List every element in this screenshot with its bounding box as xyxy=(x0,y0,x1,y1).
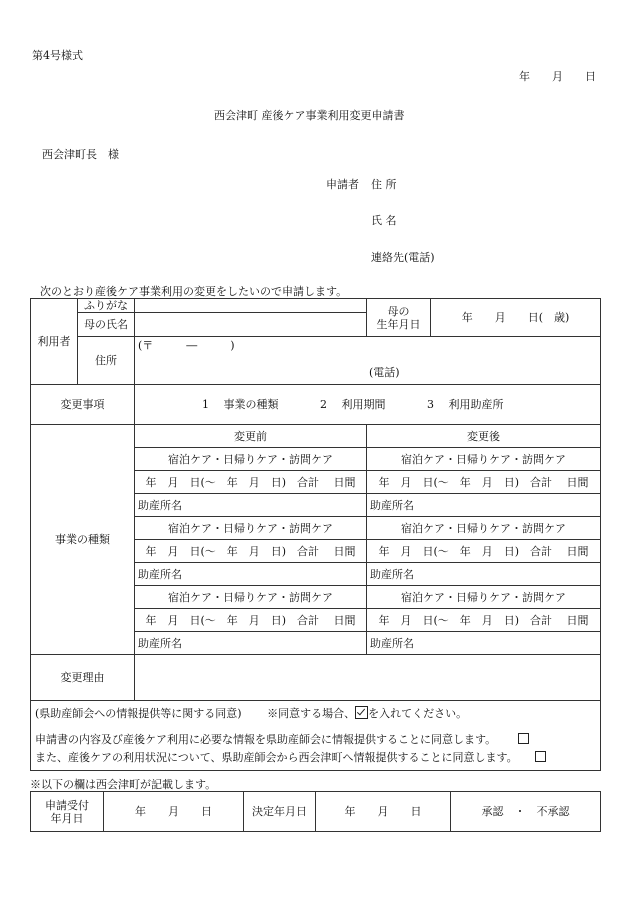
decision-date-label: 決定年月日 xyxy=(244,792,316,832)
applicant-label: 申請者 xyxy=(326,178,359,191)
page-title: 西会津町 産後ケア事業利用変更申請書 xyxy=(214,109,405,122)
option-service-type[interactable]: 1 事業の種類 xyxy=(202,398,279,411)
reason-input[interactable] xyxy=(135,655,601,701)
address-label: 住所 xyxy=(78,337,135,385)
receipt-date-label: 申請受付 年月日 xyxy=(31,792,104,832)
before-facility-3[interactable]: 助産所名 xyxy=(135,632,367,655)
addressee: 西会津町長 様 xyxy=(42,148,119,161)
before-period-1[interactable]: 年 月 日(〜 年 月 日) 合計 日間 xyxy=(135,471,367,494)
birth-input[interactable]: 年 月 日( 歳) xyxy=(431,299,601,337)
after-period-3[interactable]: 年 月 日(〜 年 月 日) 合計 日間 xyxy=(367,609,601,632)
postal-code-input[interactable]: (〒 ― ) xyxy=(135,337,601,361)
birth-label: 母の 生年月日 xyxy=(367,299,431,337)
after-types-2[interactable]: 宿泊ケア・日帰りケア・訪問ケア xyxy=(367,517,601,540)
date-line: 年 月 日 xyxy=(519,70,596,83)
consent-note-post: を入れてください。 xyxy=(368,707,468,720)
office-note: ※以下の欄は西会津町が記載します。 xyxy=(30,778,217,791)
mother-name-label: 母の氏名 xyxy=(78,313,135,337)
before-period-3[interactable]: 年 月 日(〜 年 月 日) 合計 日間 xyxy=(135,609,367,632)
option-facility[interactable]: 3 利用助産所 xyxy=(427,398,504,411)
reason-label: 変更理由 xyxy=(31,655,135,701)
after-facility-3[interactable]: 助産所名 xyxy=(367,632,601,655)
after-header: 変更後 xyxy=(367,425,601,448)
consent-section xyxy=(31,701,601,771)
mother-name-input[interactable] xyxy=(135,313,367,337)
change-items-options xyxy=(135,385,601,425)
office-use-table xyxy=(30,791,601,832)
consent-checkbox-1[interactable] xyxy=(518,733,529,744)
before-facility-1[interactable]: 助産所名 xyxy=(135,494,367,517)
applicant-name-label: 氏 名 xyxy=(371,214,397,227)
after-types-1[interactable]: 宿泊ケア・日帰りケア・訪問ケア xyxy=(367,448,601,471)
before-header: 変更前 xyxy=(135,425,367,448)
receipt-date-input[interactable]: 年 月 日 xyxy=(104,792,244,832)
phone-input[interactable]: (電話) xyxy=(135,361,601,385)
after-types-3[interactable]: 宿泊ケア・日帰りケア・訪問ケア xyxy=(367,586,601,609)
applicant-contact-label: 連絡先(電話) xyxy=(371,251,435,264)
option-period[interactable]: 2 利用期間 xyxy=(320,398,386,411)
change-items-label: 変更事項 xyxy=(31,385,135,425)
intro-text: 次のとおり産後ケア事業利用の変更をしたいので申請します。 xyxy=(40,285,348,298)
applicant-address-label: 住 所 xyxy=(371,178,397,191)
after-facility-1[interactable]: 助産所名 xyxy=(367,494,601,517)
before-types-1[interactable]: 宿泊ケア・日帰りケア・訪問ケア xyxy=(135,448,367,471)
decision-date-input[interactable]: 年 月 日 xyxy=(316,792,451,832)
consent-line-1: 申請書の内容及び産後ケア利用に必要な情報を県助産師会に情報提供することに同意します。 xyxy=(35,733,497,746)
approval-status[interactable]: 承認 ・ 不承認 xyxy=(451,792,601,832)
main-form-table xyxy=(30,298,601,771)
consent-checkbox-2[interactable] xyxy=(535,751,546,762)
after-period-1[interactable]: 年 月 日(〜 年 月 日) 合計 日間 xyxy=(367,471,601,494)
furigana-label: ふりがな xyxy=(78,299,135,313)
form-number: 第4号様式 xyxy=(32,49,83,62)
before-facility-2[interactable]: 助産所名 xyxy=(135,563,367,586)
after-period-2[interactable]: 年 月 日(〜 年 月 日) 合計 日間 xyxy=(367,540,601,563)
consent-note-pre: ※同意する場合、 xyxy=(267,707,356,720)
service-type-label: 事業の種類 xyxy=(31,425,135,655)
consent-line-2: また、産後ケアの利用状況について、県助産師会から西会津町へ情報提供することに同意します。 xyxy=(35,751,518,764)
consent-header: (県助産師会への情報提供等に関する同意) xyxy=(35,707,242,720)
before-types-3[interactable]: 宿泊ケア・日帰りケア・訪問ケア xyxy=(135,586,367,609)
furigana-input[interactable] xyxy=(135,299,367,313)
before-types-2[interactable]: 宿泊ケア・日帰りケア・訪問ケア xyxy=(135,517,367,540)
user-section-label: 利用者 xyxy=(31,299,78,385)
before-period-2[interactable]: 年 月 日(〜 年 月 日) 合計 日間 xyxy=(135,540,367,563)
after-facility-2[interactable]: 助産所名 xyxy=(367,563,601,586)
checkmark-icon xyxy=(355,706,368,719)
